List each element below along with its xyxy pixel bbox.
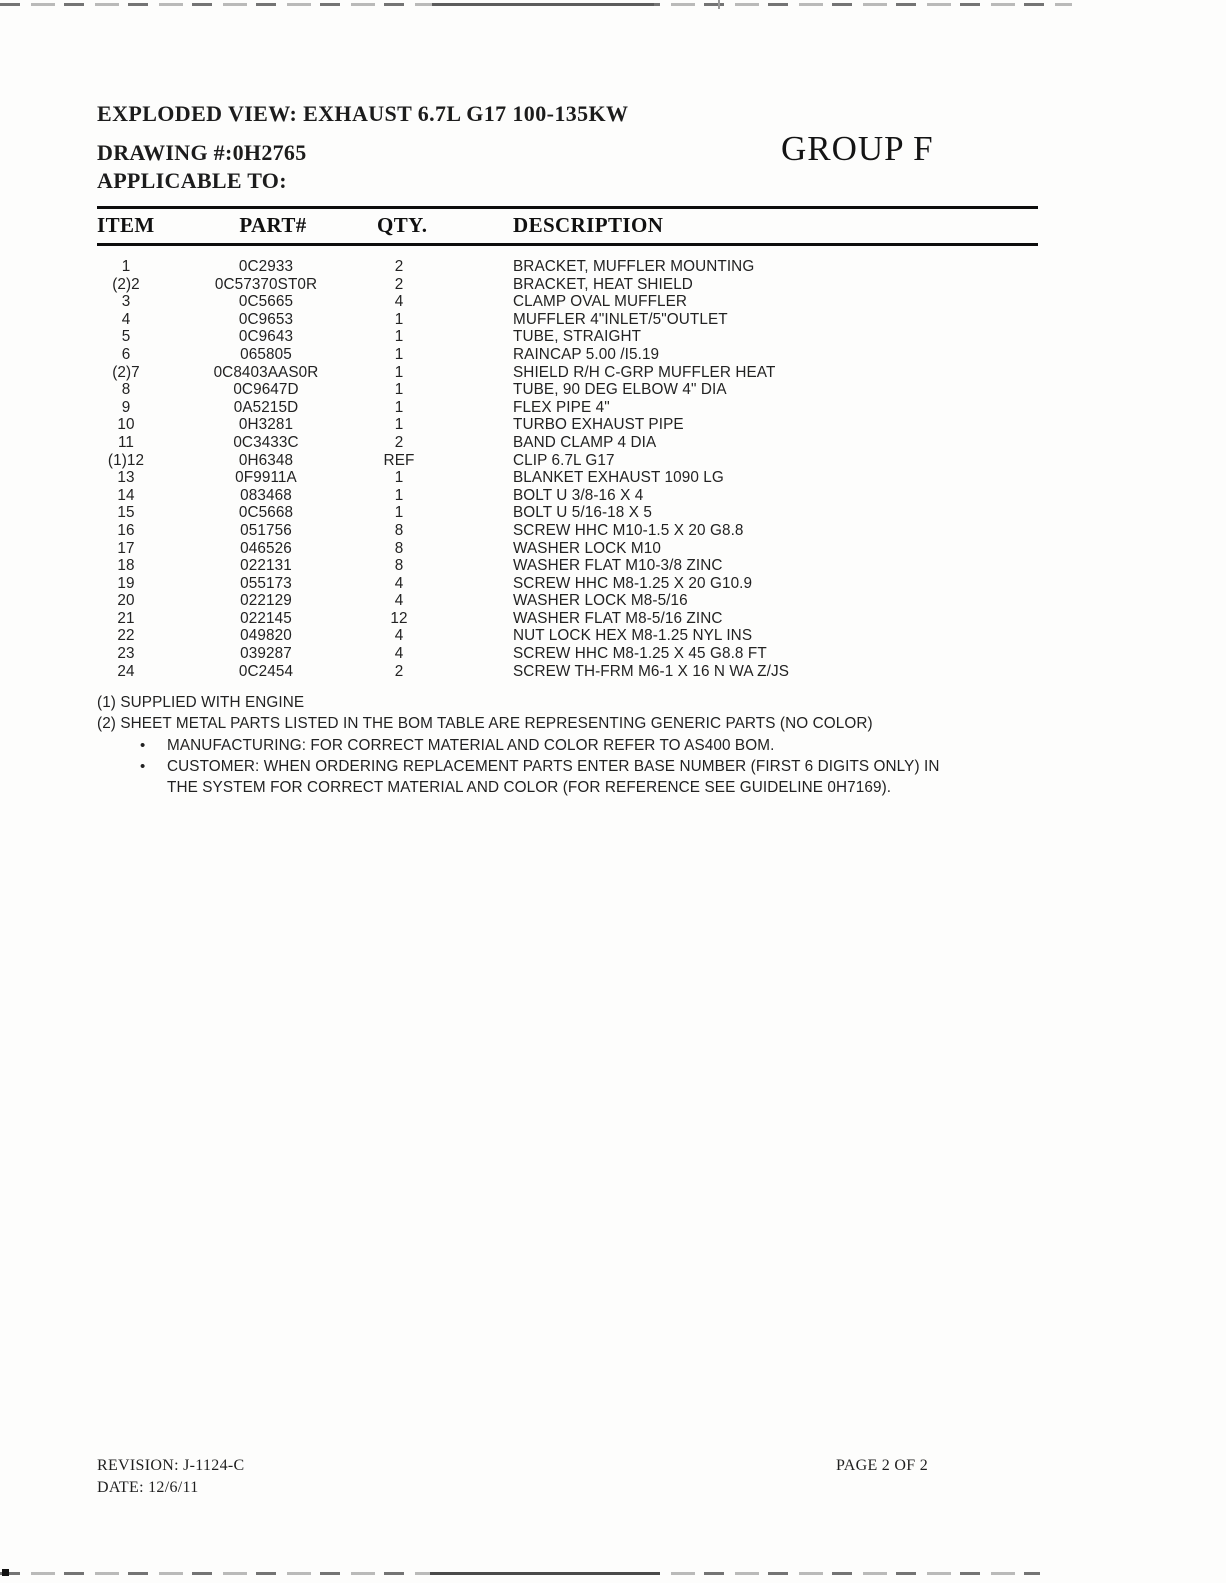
- table-row: [97, 645, 1038, 663]
- scan-artifact-tick: [718, 0, 720, 9]
- table-row: [97, 276, 1038, 294]
- table-row: [97, 627, 1038, 645]
- table-row: [97, 434, 1038, 452]
- scan-artifact-bottom-segment: [430, 1572, 660, 1575]
- cell-qty: 12: [390, 609, 408, 627]
- cell-qty: 1: [394, 504, 404, 522]
- cell-description: SCREW HHC M8-1.25 X 20 G10.9: [513, 574, 753, 592]
- cell-item: 11: [117, 433, 135, 451]
- cell-item: 22: [117, 627, 135, 645]
- cell-item: 17: [117, 539, 135, 557]
- cell-part: 0F9911A: [235, 469, 297, 487]
- cell-part: 0C2454: [238, 662, 294, 680]
- cell-qty: 1: [394, 381, 404, 399]
- cell-qty: 4: [394, 574, 404, 592]
- cell-part: 083468: [240, 486, 292, 504]
- cell-qty: 1: [394, 398, 404, 416]
- table-row: [97, 469, 1038, 487]
- table-row: [97, 416, 1038, 434]
- cell-item: 5: [121, 328, 131, 346]
- cell-qty: 1: [394, 345, 404, 363]
- table-row: [97, 663, 1038, 681]
- table-row: [97, 540, 1038, 558]
- cell-part: 0C5668: [238, 504, 294, 522]
- cell-item: 21: [117, 609, 135, 627]
- cell-part: 055173: [240, 574, 292, 592]
- cell-item: 13: [117, 469, 135, 487]
- cell-qty: REF: [383, 451, 415, 469]
- scan-artifact-square: [2, 1569, 9, 1576]
- table-row: [97, 346, 1038, 364]
- cell-description: CLAMP OVAL MUFFLER: [513, 293, 688, 311]
- cell-qty: 4: [394, 645, 404, 663]
- table-header-rule: [97, 243, 1038, 246]
- cell-qty: 2: [394, 275, 404, 293]
- footer-revision: REVISION: J-1124-C: [97, 1457, 245, 1474]
- cell-description: SCREW TH-FRM M6-1 X 16 N WA Z/JS: [513, 662, 790, 680]
- cell-part: 022131: [240, 557, 292, 575]
- cell-part: 0C2933: [238, 258, 294, 275]
- footer-date: DATE: 12/6/11: [97, 1479, 199, 1496]
- cell-description: WASHER LOCK M8-5/16: [513, 592, 688, 610]
- cell-item: 6: [121, 345, 131, 363]
- cell-item: 19: [117, 574, 135, 592]
- cell-qty: 2: [394, 258, 404, 275]
- cell-item: 14: [117, 486, 135, 504]
- table-row: [97, 452, 1038, 470]
- cell-description: NUT LOCK HEX M8-1.25 NYL INS: [513, 627, 753, 645]
- cell-qty: 8: [394, 557, 404, 575]
- cell-part: 0C57370ST0R: [214, 275, 318, 293]
- cell-description: TUBE, 90 DEG ELBOW 4" DIA: [513, 381, 727, 399]
- cell-description: WASHER FLAT M8-5/16 ZINC: [513, 609, 723, 627]
- table-row: [97, 522, 1038, 540]
- table-row: [97, 557, 1038, 575]
- parts-table: [97, 206, 1038, 680]
- cell-description: TUBE, STRAIGHT: [513, 328, 642, 346]
- table-row: [97, 293, 1038, 311]
- cell-item: (1)12: [107, 451, 145, 469]
- cell-item: 10: [117, 416, 135, 434]
- footnote-1: (1) SUPPLIED WITH ENGINE: [97, 694, 305, 711]
- cell-item: 16: [117, 521, 135, 539]
- cell-qty: 4: [394, 627, 404, 645]
- cell-part: 0C3433C: [233, 433, 299, 451]
- column-header-part: PART#: [239, 213, 307, 237]
- table-row: [97, 399, 1038, 417]
- column-header-item: ITEM: [97, 213, 155, 237]
- footnote-2: (2) SHEET METAL PARTS LISTED IN THE BOM TABLE ARE REPRESENTING GENERIC PARTS (NO COLOR): [97, 715, 873, 733]
- table-row: [97, 504, 1038, 522]
- cell-description: MUFFLER 4"INLET/5"OUTLET: [513, 310, 728, 328]
- cell-qty: 1: [394, 310, 404, 328]
- cell-part: 0C8403AAS0R: [213, 363, 319, 381]
- cell-description: SCREW HHC M8-1.25 X 45 G8.8 FT: [513, 645, 767, 663]
- cell-qty: 1: [394, 328, 404, 346]
- cell-item: 1: [121, 258, 131, 275]
- cell-part: 0C5665: [238, 293, 294, 311]
- cell-description: WASHER FLAT M10-3/8 ZINC: [513, 557, 723, 575]
- cell-item: 20: [117, 592, 135, 610]
- cell-item: (2)7: [112, 363, 140, 381]
- cell-qty: 8: [394, 521, 404, 539]
- cell-description: FLEX PIPE 4": [513, 398, 610, 416]
- cell-qty: 4: [394, 592, 404, 610]
- cell-description: SHIELD R/H C-GRP MUFFLER HEAT: [513, 363, 776, 381]
- cell-part: 049820: [240, 627, 292, 645]
- cell-description: BLANKET EXHAUST 1090 LG: [513, 469, 724, 487]
- cell-item: 23: [117, 645, 135, 663]
- cell-part: 0C9647D: [233, 381, 299, 399]
- cell-description: BRACKET, HEAT SHIELD: [513, 275, 693, 293]
- drawing-number: DRAWING #:0H2765: [97, 140, 307, 165]
- cell-part: 0A5215D: [233, 398, 299, 416]
- cell-part: 0C9643: [238, 328, 294, 346]
- cell-item: 24: [117, 662, 135, 680]
- footer-page-number: PAGE 2 OF 2: [836, 1457, 929, 1474]
- cell-item: 3: [121, 293, 131, 311]
- table-row: [97, 258, 1038, 276]
- cell-part: 065805: [240, 345, 292, 363]
- cell-qty: 1: [394, 416, 404, 434]
- cell-qty: 1: [394, 486, 404, 504]
- footnotes: [97, 692, 987, 798]
- cell-part: 0H6348: [238, 451, 294, 469]
- cell-item: 4: [121, 310, 131, 328]
- cell-qty: 4: [394, 293, 404, 311]
- cell-part: 046526: [240, 539, 292, 557]
- table-row: [97, 381, 1038, 399]
- column-header-description: DESCRIPTION: [513, 213, 664, 237]
- document-title: EXPLODED VIEW: EXHAUST 6.7L G17 100-135KW: [97, 101, 629, 126]
- table-row: [97, 610, 1038, 628]
- table-row: [97, 311, 1038, 329]
- cell-item: 8: [121, 381, 131, 399]
- table-row: [97, 328, 1038, 346]
- cell-qty: 1: [394, 469, 404, 487]
- cell-item: 15: [117, 504, 135, 522]
- cell-part: 0H3281: [238, 416, 294, 434]
- cell-description: TURBO EXHAUST PIPE: [513, 416, 684, 434]
- cell-qty: 8: [394, 539, 404, 557]
- cell-qty: 2: [394, 662, 404, 680]
- cell-qty: 2: [394, 433, 404, 451]
- cell-description: SCREW HHC M10-1.5 X 20 G8.8: [513, 521, 744, 539]
- table-row: [97, 592, 1038, 610]
- cell-part: 039287: [240, 645, 292, 663]
- cell-description: WASHER LOCK M10: [513, 539, 661, 557]
- table-row: [97, 487, 1038, 505]
- cell-part: 051756: [240, 521, 292, 539]
- cell-qty: 1: [394, 363, 404, 381]
- footnote-bullet-manufacturing: • MANUFACTURING: FOR CORRECT MATERIAL AND COLOR REFER TO AS400 BOM.: [97, 735, 973, 756]
- cell-description: CLIP 6.7L G17: [513, 451, 615, 469]
- scan-artifact-top-segment: [432, 3, 654, 6]
- table-row: [97, 364, 1038, 382]
- column-header-qty: QTY.: [377, 213, 428, 237]
- cell-item: (2)2: [112, 275, 140, 293]
- cell-description: RAINCAP 5.00 /I5.19: [513, 345, 660, 363]
- table-row: [97, 575, 1038, 593]
- cell-description: BRACKET, MUFFLER MOUNTING: [513, 258, 755, 275]
- footnote-bullet-customer: • CUSTOMER: WHEN ORDERING REPLACEMENT PARTS ENTER BASE NUMBER (FIRST 6 DIGITS ONLY) IN THE SYSTEM FOR CORRECT MATERIAL AND COLOR (FOR REFERENCE SEE GUIDELINE 0H7169).: [97, 756, 973, 799]
- table-body: [97, 258, 1038, 680]
- applicable-to-label: APPLICABLE TO:: [97, 168, 287, 193]
- cell-item: 9: [121, 398, 131, 416]
- group-label: GROUP F: [781, 129, 934, 168]
- cell-part: 0C9653: [238, 310, 294, 328]
- table-header-row: [97, 209, 1038, 243]
- cell-part: 022145: [240, 609, 292, 627]
- cell-description: BOLT U 3/8-16 X 4: [513, 486, 644, 504]
- cell-item: 18: [117, 557, 135, 575]
- cell-description: BAND CLAMP 4 DIA: [513, 433, 657, 451]
- cell-part: 022129: [240, 592, 292, 610]
- cell-description: BOLT U 5/16-18 X 5: [513, 504, 652, 522]
